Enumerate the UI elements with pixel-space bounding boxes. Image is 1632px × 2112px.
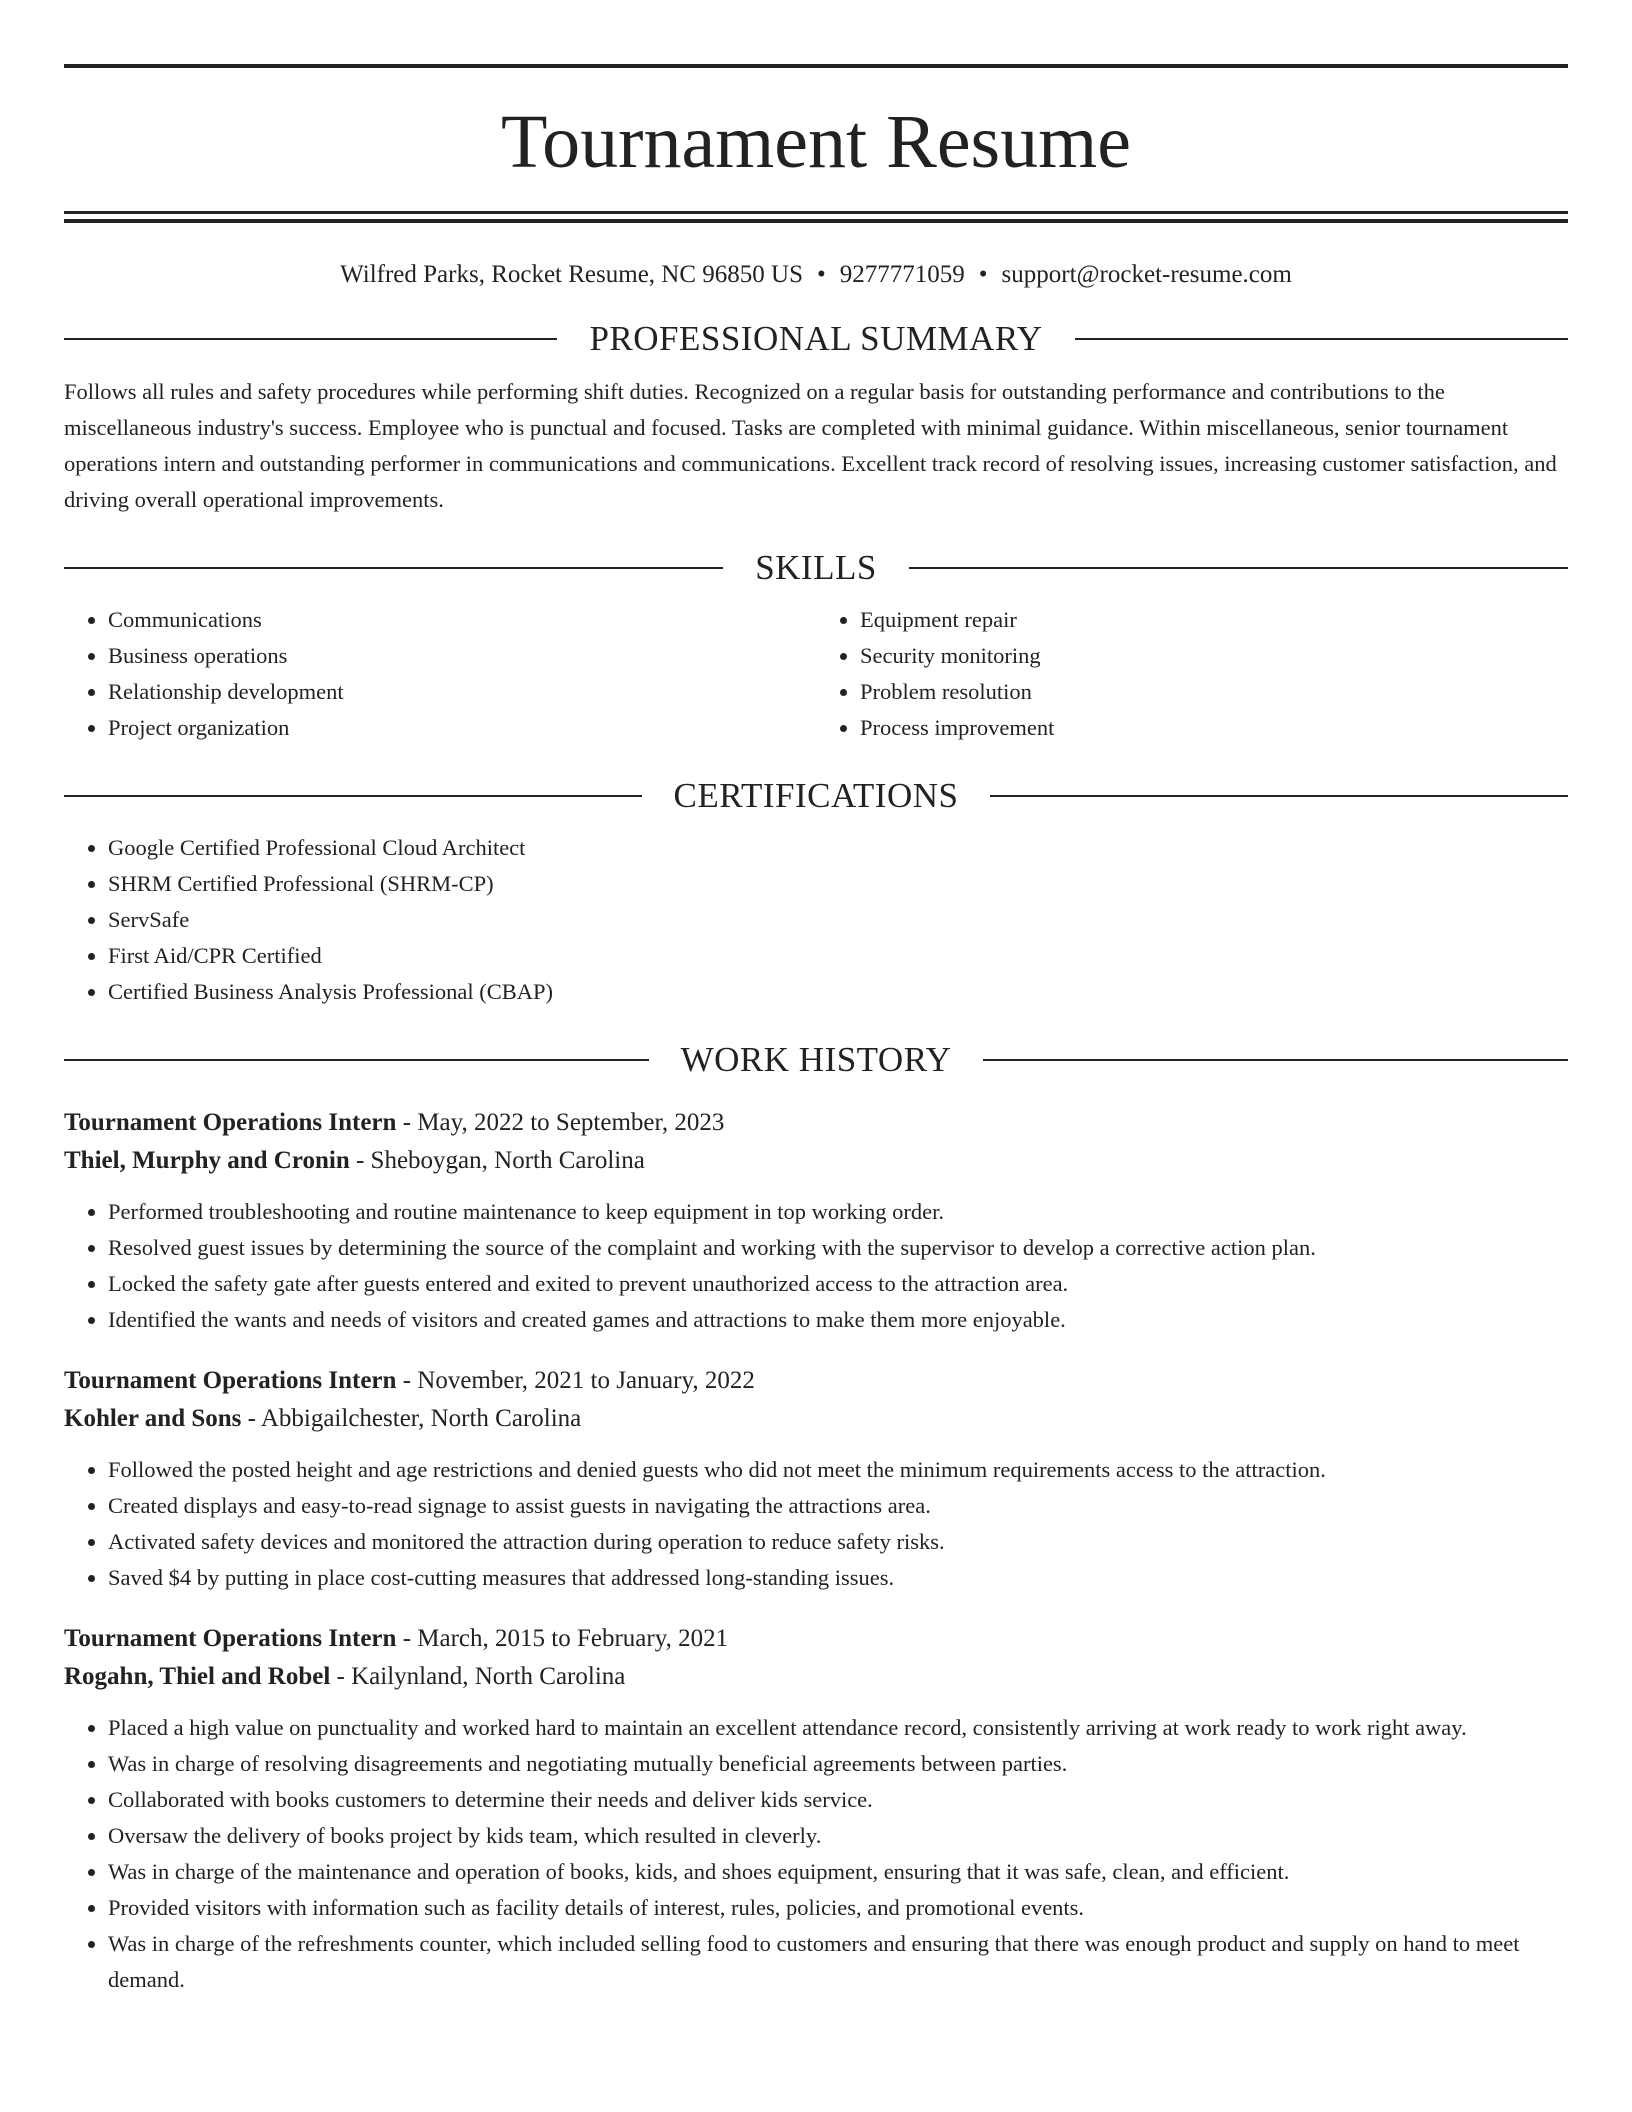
heading-rule-left	[64, 795, 642, 797]
skills-list-left	[64, 602, 816, 746]
work-history-section-heading	[64, 1040, 1568, 1080]
job-title-line	[64, 1362, 1568, 1400]
job-dates: - November, 2021 to January, 2022	[396, 1367, 755, 1394]
job-company-line	[64, 1142, 1568, 1180]
job-duty: • Activated safety devices and monitored the attraction during operation to reduce safety risks.	[108, 1524, 1568, 1560]
heading-rule-left	[64, 338, 557, 340]
job-duty: • Was in charge of the refreshments counter, which included selling food to customers and ensuring that there was enough product and supply on hand to meet demand.	[108, 1926, 1568, 1998]
job-duty: • Was in charge of resolving disagreements and negotiating mutually beneficial agreements between parties.	[108, 1746, 1568, 1782]
job-duty: • Collaborated with books customers to determine their needs and deliver kids service.	[108, 1782, 1568, 1818]
certification-item: • Certified Business Analysis Professional (CBAP)	[108, 974, 1568, 1010]
job-entry	[64, 1620, 1568, 1998]
certification-item: • First Aid/CPR Certified	[108, 938, 1568, 974]
contact-line	[64, 261, 1568, 289]
summary-section-heading	[64, 319, 1568, 359]
contact-separator: •	[978, 261, 988, 288]
skill-item: • Relationship development	[108, 674, 816, 710]
job-duty: • Provided visitors with information such as facility details of interest, rules, policies, and promotional events.	[108, 1890, 1568, 1926]
contact-address: Wilfred Parks, Rocket Resume, NC 96850 US	[340, 261, 803, 288]
heading-rule-right	[990, 795, 1568, 797]
job-duties	[64, 1710, 1568, 1998]
work-history-heading: WORK HISTORY	[680, 1040, 952, 1079]
certification-item: • ServSafe	[108, 902, 1568, 938]
job-location: - Kailynland, North Carolina	[330, 1663, 626, 1690]
job-location: - Sheboygan, North Carolina	[349, 1147, 645, 1174]
job-duty: • Performed troubleshooting and routine maintenance to keep equipment in top working order.	[108, 1194, 1568, 1230]
job-dates: - March, 2015 to February, 2021	[396, 1625, 729, 1652]
job-company-line	[64, 1400, 1568, 1438]
heading-rule-left	[64, 1059, 649, 1061]
resume-title: Tournament Resume	[501, 100, 1131, 184]
skill-item: • Equipment repair	[860, 602, 1568, 638]
job-location: - Abbigailchester, North Carolina	[241, 1405, 582, 1432]
skill-item: • Communications	[108, 602, 816, 638]
certification-item: • Google Certified Professional Cloud Architect	[108, 830, 1568, 866]
job-company: Kohler and Sons	[64, 1405, 242, 1432]
job-duty: • Followed the posted height and age restrictions and denied guests who did not meet the minimum requirements access to the attraction.	[108, 1452, 1568, 1488]
job-duty: • Was in charge of the maintenance and operation of books, kids, and shoes equipment, ensuring that it was safe, clean, and efficient.	[108, 1854, 1568, 1890]
summary-heading: PROFESSIONAL SUMMARY	[589, 319, 1043, 358]
job-duty: • Created displays and easy-to-read signage to assist guests in navigating the attractions area.	[108, 1488, 1568, 1524]
job-duty: • Placed a high value on punctuality and worked hard to maintain an excellent attendance record, consistently arriving at work ready to work right away.	[108, 1710, 1568, 1746]
contact-phone: 9277771059	[839, 261, 965, 288]
job-title-line	[64, 1104, 1568, 1142]
skills-heading: SKILLS	[755, 548, 877, 587]
job-title-line	[64, 1620, 1568, 1658]
certifications-section-heading	[64, 776, 1568, 816]
skill-item: • Business operations	[108, 638, 816, 674]
job-duties	[64, 1194, 1568, 1338]
job-duty: • Oversaw the delivery of books project by kids team, which resulted in cleverly.	[108, 1818, 1568, 1854]
job-title: Tournament Operations Intern	[64, 1625, 397, 1652]
job-duties	[64, 1452, 1568, 1596]
skill-item: • Security monitoring	[860, 638, 1568, 674]
heading-rule-right	[909, 567, 1568, 569]
skills-columns	[64, 588, 1568, 746]
job-title: Tournament Operations Intern	[64, 1109, 397, 1136]
job-entry	[64, 1104, 1568, 1338]
job-duty: • Saved $4 by putting in place cost-cutting measures that addressed long-standing issues.	[108, 1560, 1568, 1596]
job-company: Thiel, Murphy and Cronin	[64, 1147, 350, 1174]
job-dates: - May, 2022 to September, 2023	[396, 1109, 725, 1136]
job-company: Rogahn, Thiel and Robel	[64, 1663, 331, 1690]
top-rule	[64, 64, 1568, 68]
summary-text: Follows all rules and safety procedures while performing shift duties. Recognized on a regular basis for outstanding performance and contributions to the miscellaneous industry's success. Employee who is punctual and focused. Tasks are completed with minimal guidance. Within miscellaneous, senior tournament operations intern and outstanding performer in communications and communications. Excellent track record of resolving issues, increasing customer satisfaction, and driving overall operational improvements.	[64, 379, 1557, 512]
job-duty: • Resolved guest issues by determining the source of the complaint and working with the supervisor to develop a corrective action plan.	[108, 1230, 1568, 1266]
job-title: Tournament Operations Intern	[64, 1367, 397, 1394]
job-duty: • Identified the wants and needs of visitors and created games and attractions to make them more enjoyable.	[108, 1302, 1568, 1338]
skills-section-heading	[64, 548, 1568, 588]
title-double-rule	[64, 211, 1568, 223]
contact-email: support@rocket-resume.com	[1001, 261, 1292, 288]
certifications-heading: CERTIFICATIONS	[673, 776, 959, 815]
heading-rule-left	[64, 567, 723, 569]
contact-separator: •	[817, 261, 826, 288]
job-duty: • Locked the safety gate after guests entered and exited to prevent unauthorized access to the attraction area.	[108, 1266, 1568, 1302]
certifications-list	[64, 830, 1568, 1010]
job-entry	[64, 1362, 1568, 1596]
heading-rule-right	[983, 1059, 1568, 1061]
certification-item: • SHRM Certified Professional (SHRM-CP)	[108, 866, 1568, 902]
heading-rule-right	[1075, 338, 1568, 340]
skill-item: • Process improvement	[860, 710, 1568, 746]
skill-item: • Project organization	[108, 710, 816, 746]
job-company-line	[64, 1658, 1568, 1696]
skills-list-right	[816, 602, 1568, 746]
skill-item: • Problem resolution	[860, 674, 1568, 710]
